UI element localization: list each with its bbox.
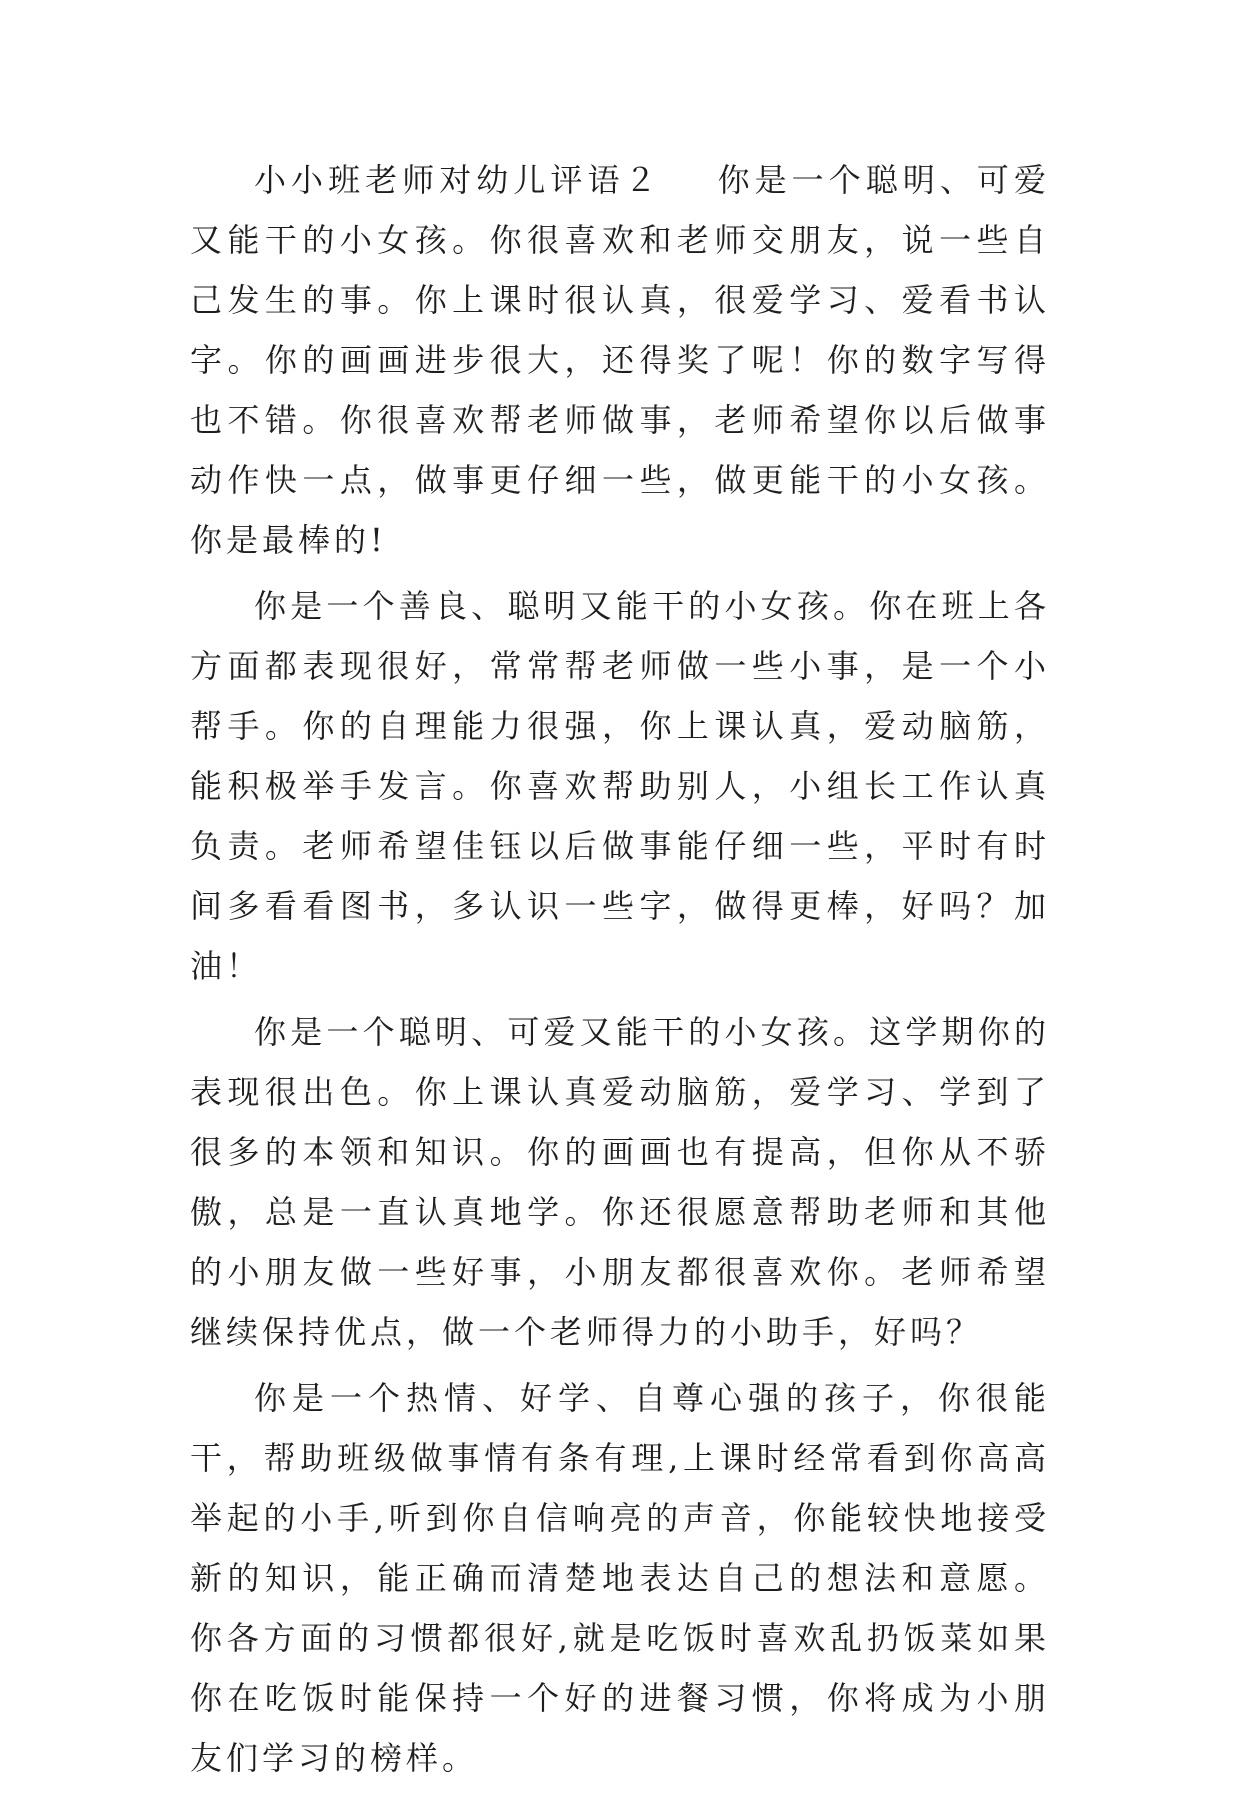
document-title: 小小班老师对幼儿评语２ [254, 161, 662, 199]
paragraph-1 [190, 150, 1050, 570]
paragraph-text: 你是一个聪明、可爱又能干的小女孩。你很喜欢和老师交朋友，说一些自己发生的事。你上课时很认真，很爱学习、爱看书认字。你的画画进步很大，还得奖了呢！你的数字写得也不错。你很喜欢帮老师做事，老师希望你以后做事动作快一点，做事更仔细一些，做更能干的小女孩。你是最棒的! [190, 161, 1050, 559]
paragraph-4 [190, 1368, 1050, 1788]
paragraph-text: 你是一个善良、聪明又能干的小女孩。你在班上各方面都表现很好，常常帮老师做一些小事，是一个小帮手。你的自理能力很强，你上课认真，爱动脑筋，能积极举手发言。你喜欢帮助别人，小组长工作认真负责。老师希望佳钰以后做事能仔细一些，平时有时间多看看图书，多认识一些字，做得更棒，好吗？加油！ [190, 587, 1050, 985]
paragraph-text: 你是一个聪明、可爱又能干的小女孩。这学期你的表现很出色。你上课认真爱动脑筋，爱学习、学到了很多的本领和知识。你的画画也有提高，但你从不骄傲，总是一直认真地学。你还很愿意帮助老师和其他的小朋友做一些好事，小朋友都很喜欢你。老师希望继续保持优点，做一个老师得力的小助手，好吗？ [190, 1013, 1050, 1351]
document-body [190, 150, 1050, 1794]
paragraph-2 [190, 576, 1050, 996]
paragraph-text: 你是一个热情、好学、自尊心强的孩子，你很能干，帮助班级做事情有条有理,上课时经常看到你高高举起的小手,听到你自信响亮的声音，你能较快地接受新的知识，能正确而清楚地表达自己的想法和意愿。你各方面的习惯都很好,就是吃饭时喜欢乱扔饭菜如果你在吃饭时能保持一个好的进餐习惯，你将成为小朋友们学习的榜样。 [190, 1379, 1050, 1777]
paragraph-3 [190, 1002, 1050, 1362]
